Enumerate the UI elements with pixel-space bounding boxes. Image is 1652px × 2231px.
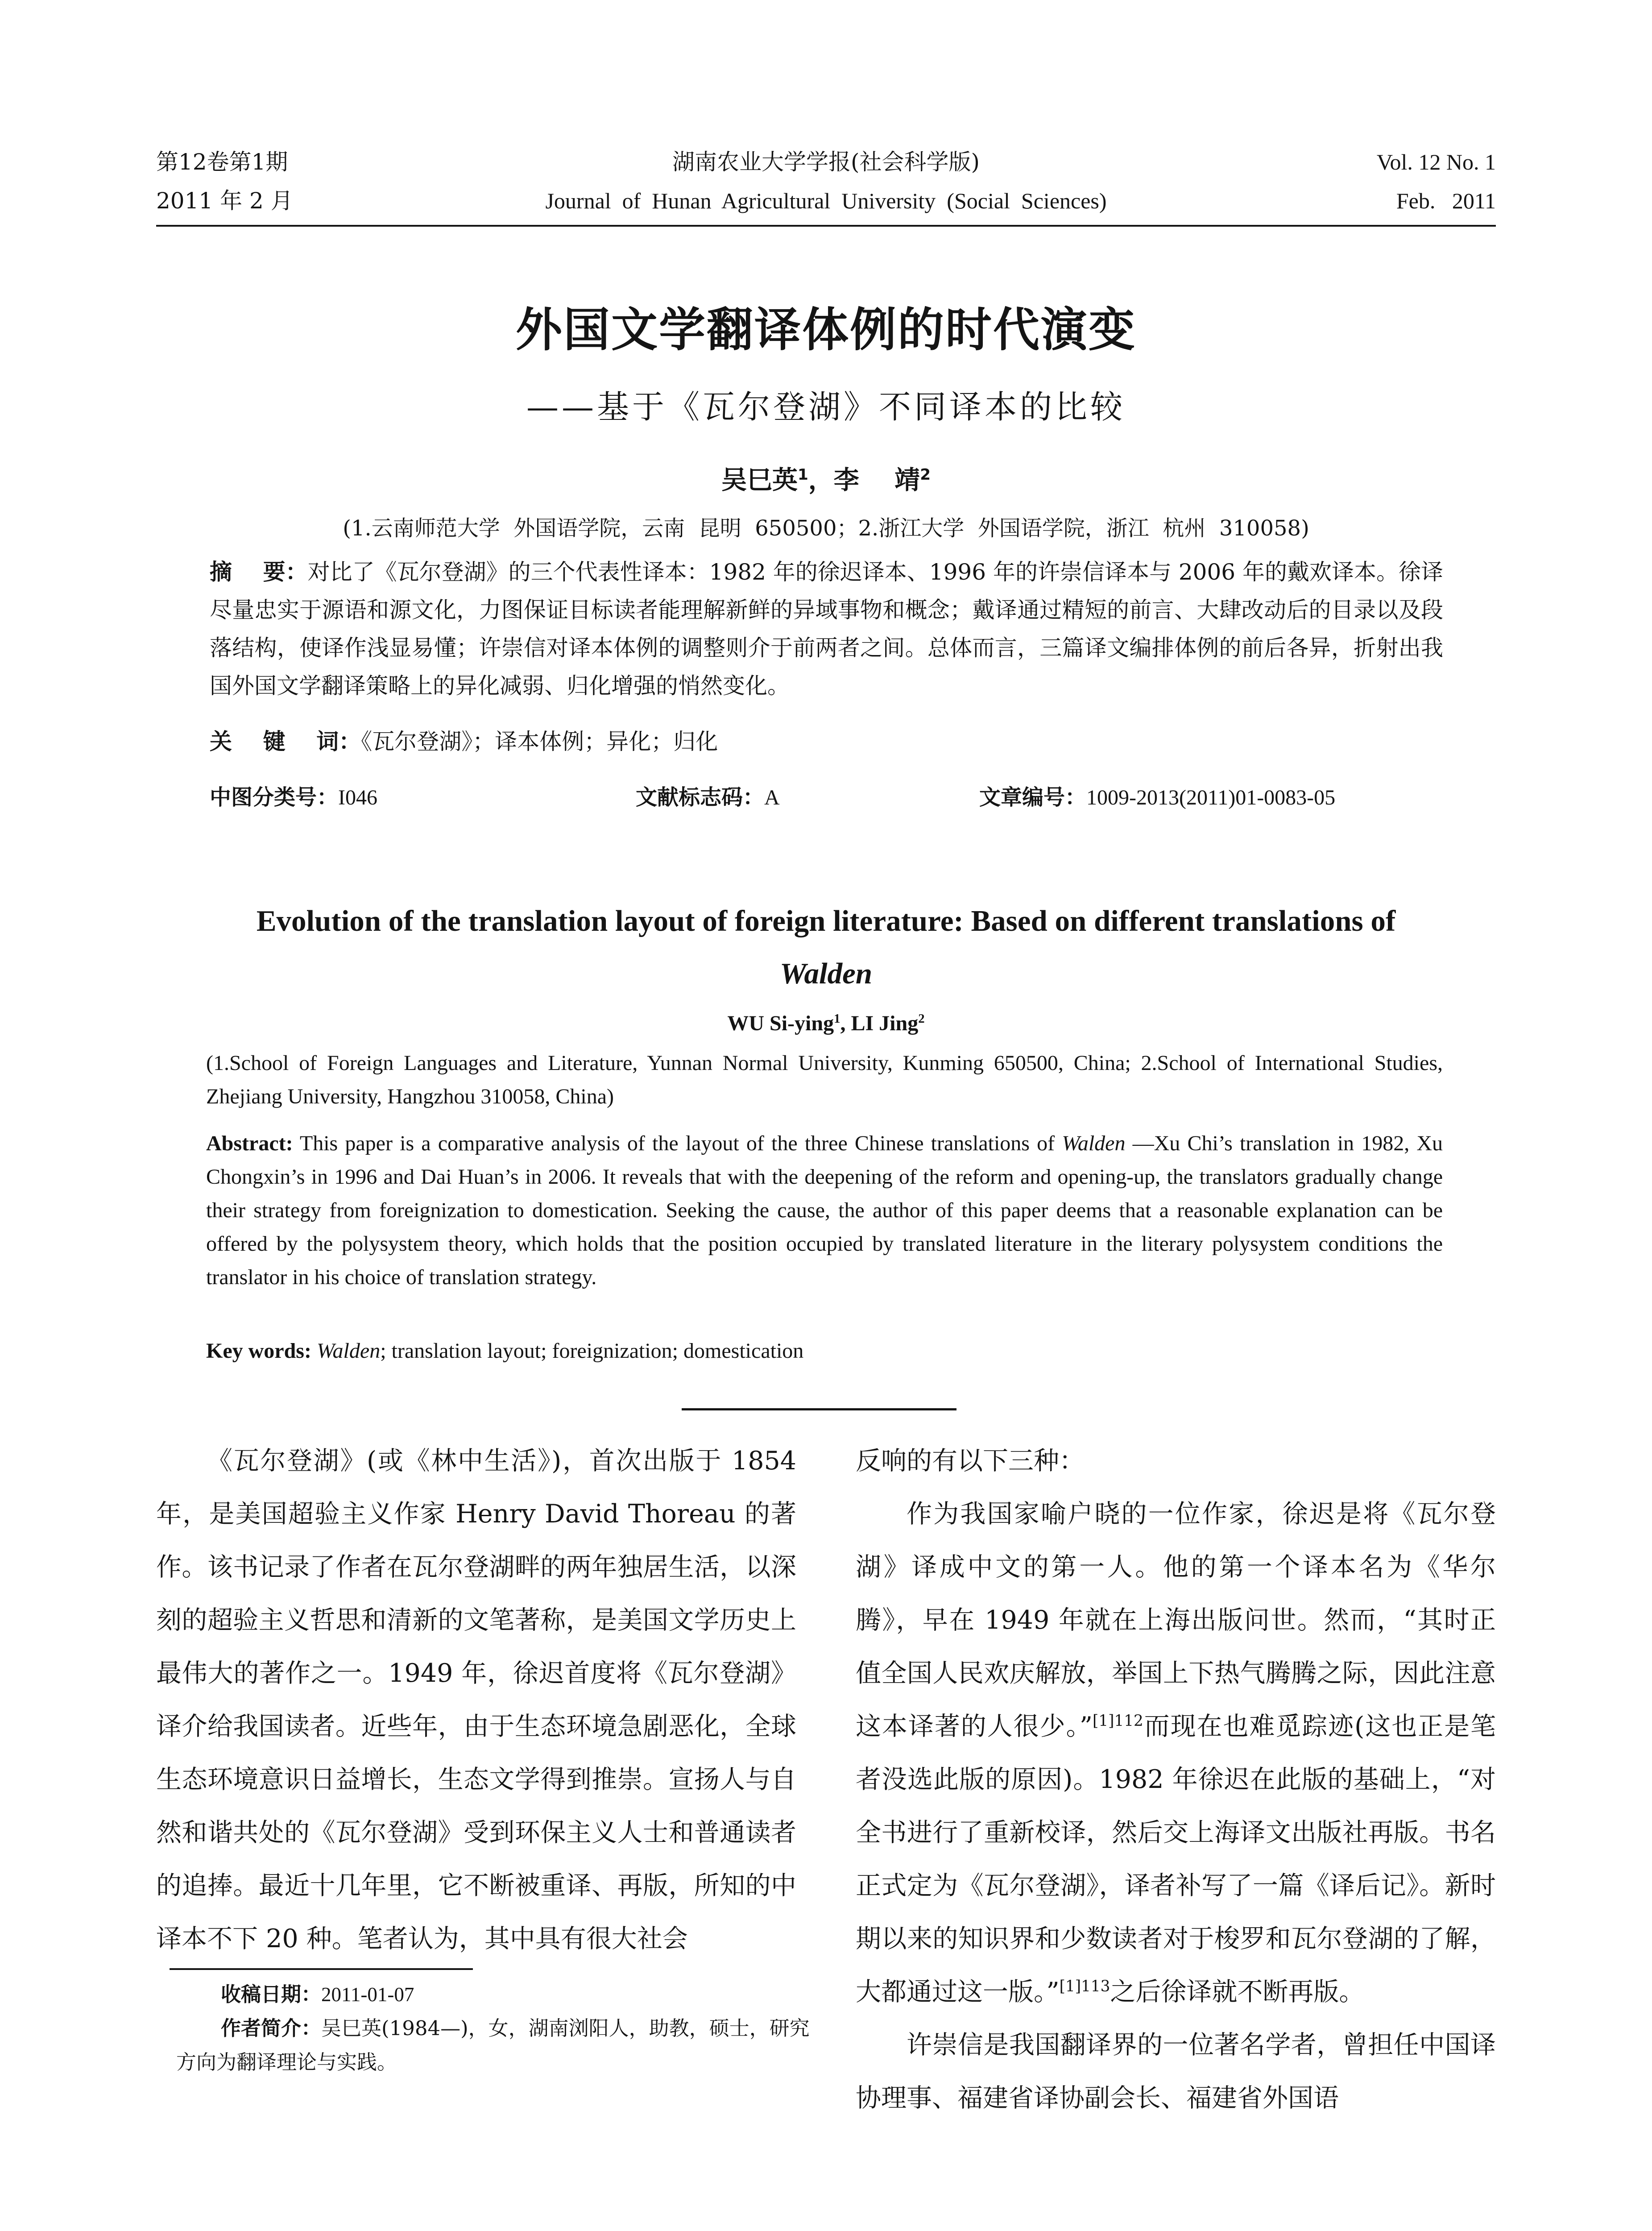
en-keywords-label: Key words: bbox=[206, 1339, 311, 1363]
section-divider bbox=[682, 1408, 956, 1410]
footnote bbox=[176, 1978, 810, 2079]
author-1-affil: 1 bbox=[798, 466, 808, 484]
header-date-cn: 2011 年 2 月 bbox=[156, 188, 293, 214]
document-code bbox=[636, 780, 780, 811]
en-author-separator: , bbox=[840, 1012, 851, 1035]
body-column-left bbox=[156, 1435, 796, 1966]
received-value: 2011-01-07 bbox=[321, 1983, 414, 2006]
keywords-cn bbox=[210, 723, 1443, 761]
en-keywords-text: ; translation layout; foreignization; domestication bbox=[380, 1339, 804, 1363]
en-abstract-italic: Walden bbox=[1062, 1132, 1126, 1155]
english-title-text: Evolution of the translation layout of foreign literature: Based on different translations of bbox=[256, 904, 1396, 937]
article-id-label: 文章编号： bbox=[979, 785, 1087, 810]
english-authors bbox=[0, 1011, 1652, 1036]
body-paragraph: 许崇信是我国翻译界的一位著名学者，曾担任中国译协理事、福建省译协副会长、福建省外国语 bbox=[856, 2030, 1496, 2113]
article-id bbox=[979, 780, 1335, 811]
en-author-1-affil: 1 bbox=[834, 1012, 840, 1026]
citation: [1]113 bbox=[1059, 1978, 1110, 1995]
keywords-cn-text: 《瓦尔登湖》；译本体例；异化；归化 bbox=[361, 729, 718, 755]
abstract-cn bbox=[210, 553, 1443, 705]
author-bio-value: 吴巳英(1984—)，女，湖南浏阳人，助教，硕士，研究方向为翻译理论与实践。 bbox=[176, 2016, 810, 2074]
paragraph-text: 作为我国家喻户晓的一位作家，徐迟是将《瓦尔登湖》译成中文的第一人。他的第一个译本名为《华尔腾》，早在 1949 年就在上海出版问世。然而，“其时正值全国人民欢庆解放，举国上下热气腾腾之际，因此注意这本译著的人很少。” bbox=[856, 1499, 1496, 1741]
clc-number bbox=[210, 780, 377, 811]
doc-value: A bbox=[764, 786, 780, 809]
english-keywords bbox=[206, 1334, 1443, 1368]
article-title: 外国文学翻译体例的时代演变 bbox=[515, 303, 1136, 357]
received-label: 收稿日期： bbox=[221, 1982, 322, 2006]
body-paragraph bbox=[856, 1488, 1496, 2019]
body-paragraph: 反响的有以下三种： bbox=[856, 1446, 1085, 1476]
clc-label: 中图分类号： bbox=[210, 785, 339, 810]
doc-label: 文献标志码： bbox=[636, 785, 765, 810]
en-abstract-text-1: This paper is a comparative analysis of the layout of the three Chinese translations of bbox=[293, 1132, 1062, 1155]
body-paragraph: 《瓦尔登湖》(或《林中生活》)，首次出版于 1854 年，是美国超验主义作家 Henry David Thoreau 的著作。该书记录了作者在瓦尔登湖畔的两年独居生活，以深刻的超验主义哲思和清新的文笔著称，是美国文学历史上最伟大的著作之一。1949 年，徐迟首度将《瓦尔登湖》译介给我国读者。近些年，由于生态环境急剧恶化，全球生态环境意识日益增长，生态文学得到推崇。宣扬人与自然和谐共处的《瓦尔登湖》受到环保主义人士和普通读者的追捧。最近十几年里，它不断被重译、再版，所知的中译本不下 20 种。笔者认为，其中具有很大社会 bbox=[156, 1446, 796, 1953]
english-title bbox=[147, 895, 1505, 1000]
author-2-affil: 2 bbox=[920, 466, 931, 484]
english-title-italic: Walden bbox=[779, 957, 873, 990]
paragraph-text: 而现在也难觅踪迹(这也正是笔者没选此版的原因)。1982 年徐迟在此版的基础上，“对全书进行了重新校译，然后交上海译文出版社再版。书名正式定为《瓦尔登湖》，译者补写了一篇《译后记》。新时期以来的知识界和少数读者对于梭罗和瓦尔登湖的了解，大都通过这一版。” bbox=[856, 1712, 1496, 2007]
header-date-en: Feb. 2011 bbox=[1396, 188, 1496, 213]
footnote-rule bbox=[170, 1968, 473, 1970]
author-separator: ， bbox=[808, 465, 834, 495]
author-2-name: 李 靖 bbox=[833, 465, 920, 495]
authors-cn bbox=[0, 460, 1652, 496]
abstract-cn-label: 摘 要： bbox=[210, 559, 308, 585]
header-journal-cn: 湖南农业大学学报(社会科学版) bbox=[672, 149, 980, 175]
received-date bbox=[176, 1978, 810, 2011]
body-column-right bbox=[856, 1435, 1496, 2125]
en-abstract-label: Abstract: bbox=[206, 1132, 293, 1155]
author-1-name: 吴巳英 bbox=[721, 465, 798, 495]
author-bio-label: 作者简介： bbox=[221, 2016, 322, 2040]
english-affiliation: (1.School of Foreign Languages and Literature, Yunnan Normal University, Kunming 650500, China; 2.School of International Studies, Zhejiang University, Hangzhou 310058, China) bbox=[206, 1051, 1443, 1108]
citation: [1]112 bbox=[1093, 1712, 1143, 1730]
en-author-2: LI Jing bbox=[851, 1012, 919, 1035]
clc-value: I046 bbox=[338, 786, 377, 809]
header-volume-issue: 第12卷第1期 bbox=[156, 149, 288, 175]
affiliation-cn: (1.云南师范大学 外国语学院，云南 昆明 650500；2.浙江大学 外国语学院，浙江 杭州 310058) bbox=[343, 516, 1309, 541]
keywords-cn-label: 关 键 词： bbox=[210, 729, 361, 755]
en-author-2-affil: 2 bbox=[918, 1012, 925, 1026]
en-abstract-text-2: —Xu Chi’s translation in 1982, Xu Chongxin’s in 1996 and Dai Huan’s in 2006. It reveals that with the deepening of the reform and opening-up, the translators gradually change their strategy from foreignization to domestication. Seeking the cause, the author of this paper deems that a reasonable explanation can be offered by the polysystem theory, which holds that the position occupied by translated literature in the literary polysystem conditions the translator in his choice of translation strategy. bbox=[206, 1132, 1449, 1289]
english-abstract bbox=[206, 1127, 1449, 1294]
header-volume-en: Vol. 12 No. 1 bbox=[1376, 149, 1496, 174]
paragraph-text: 之后徐译就不断再版。 bbox=[1110, 1977, 1365, 2007]
article-subtitle: ——基于《瓦尔登湖》不同译本的比较 bbox=[526, 388, 1126, 426]
header-rule bbox=[156, 225, 1496, 227]
en-keywords-italic: Walden bbox=[316, 1339, 381, 1363]
en-author-1: WU Si-ying bbox=[727, 1012, 834, 1035]
article-id-value: 1009-2013(2011)01-0083-05 bbox=[1086, 786, 1336, 809]
abstract-cn-text: 对比了《瓦尔登湖》的三个代表性译本：1982 年的徐迟译本、1996 年的许崇信译本与 2006 年的戴欢译本。徐译尽量忠实于源语和源文化，力图保证目标读者能理解新鲜的异域事物和概念；戴译通过精短的前言、大肆改动后的目录以及段落结构，使译作浅显易懂；许崇信对译本体例的调整则介于前两者之间。总体而言，三篇译文编排体例的前后各异，折射出我国外国文学翻译策略上的异化减弱、归化增强的悄然变化。 bbox=[210, 559, 1443, 699]
header-journal-en: Journal of Hunan Agricultural University (Social Sciences) bbox=[545, 188, 1107, 213]
author-bio bbox=[176, 2011, 810, 2079]
